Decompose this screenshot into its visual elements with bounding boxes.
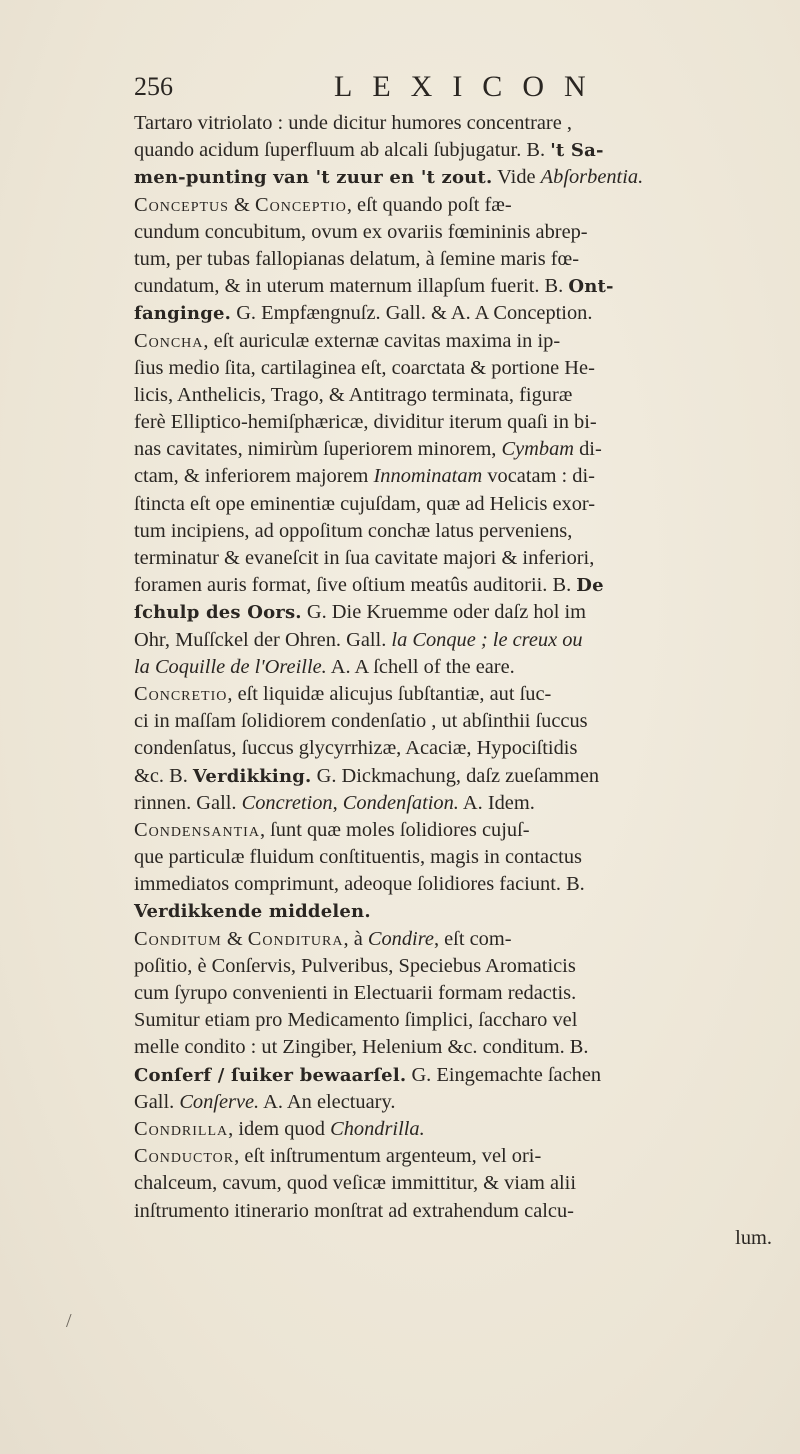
text-line	[134, 844, 794, 871]
text-run: chalceum, cavum, quod veſicæ immittitur, & viam alii	[134, 1172, 577, 1195]
margin-mark: /	[66, 1310, 72, 1332]
text-line	[134, 1007, 794, 1034]
text-run: Tartaro vitriolato : unde dicitur humores concentrare ,	[134, 112, 572, 134]
text-run: quando acidum ſuperfluum ab alcali ſubjugatur. B.	[134, 139, 551, 162]
italic-run: Condenſation.	[342, 791, 459, 814]
text-run: ſtincta eſt ope eminentiæ cujuſdam, quæ ad Helicis exor-	[134, 492, 596, 515]
blackletter-run: men-punting van 't zuur en 't zout.	[134, 167, 493, 189]
text-line	[134, 328, 794, 355]
italic-run: Condire	[367, 927, 434, 950]
text-line	[134, 926, 794, 953]
blackletter-run: Verdikking.	[192, 765, 312, 787]
text-line	[134, 409, 794, 436]
text-line	[134, 300, 794, 327]
text-run: tum incipiens, ad oppoſitum conchæ latus perveniens,	[134, 519, 573, 542]
header-title: LEXICON	[334, 70, 606, 103]
text-run: di-	[574, 438, 602, 461]
italic-run: Concretion	[241, 791, 333, 814]
text-run: A. An electuary.	[259, 1090, 396, 1113]
text-line	[134, 1225, 794, 1252]
text-line	[134, 436, 794, 463]
text-run: cundatum, & in uterum maternum illapſum fuerit. B.	[134, 275, 569, 298]
text-run: lum.	[735, 1226, 772, 1249]
text-run: , idem quod	[228, 1117, 331, 1140]
italic-run: Cymbam	[501, 438, 574, 461]
text-line	[134, 164, 794, 191]
text-line	[134, 953, 794, 980]
text-run: ci in maſſam ſolidiorem condenſatio , ut abſinthii ſuccus	[134, 710, 588, 733]
text-line	[134, 545, 794, 572]
small-caps-headword: Condensantia	[134, 818, 260, 841]
small-caps-headword: Conceptio	[255, 193, 347, 216]
text-run: ,	[332, 791, 343, 814]
text-line	[134, 1062, 794, 1089]
small-caps-headword: Conceptus	[134, 193, 229, 216]
text-line	[134, 137, 794, 164]
text-run: , ſunt quæ moles ſolidiores cujuſ-	[259, 818, 530, 841]
text-line	[134, 246, 794, 273]
text-run: licis, Anthelicis, Trago, & Antitrago terminata, figuræ	[134, 383, 573, 406]
text-line	[134, 463, 794, 490]
running-head	[134, 72, 774, 112]
text-run: &	[228, 193, 256, 216]
text-run: nas cavitates, nimirùm ſuperiorem minorem,	[134, 438, 502, 461]
text-line	[134, 681, 794, 708]
text-line	[134, 627, 794, 654]
page-number: 256	[134, 72, 173, 101]
text-run: ferè Elliptico-hemiſphæricæ, dividitur iterum quaſi in bi-	[134, 411, 597, 434]
text-run: Sumitur etiam pro Medicamento ſimplici, ſaccharo vel	[134, 1009, 578, 1032]
text-run: Ohr, Muſſckel der Ohren. Gall.	[134, 628, 392, 651]
text-run: melle condito : ut Zingiber, Helenium &c. conditum. B.	[134, 1036, 589, 1059]
text-run: &	[221, 927, 248, 950]
text-line	[134, 491, 794, 518]
italic-run: la Coquille de l'Oreille.	[134, 655, 327, 678]
text-line	[134, 382, 794, 409]
text-run: cum ſyrupo convenienti in Electuarii formam redactis.	[134, 982, 577, 1004]
text-run: A. Idem.	[458, 791, 535, 814]
italic-run: Innominatam	[373, 465, 483, 488]
italic-run: Chondrilla.	[330, 1117, 425, 1140]
blackletter-run: Conſerf / ſuiker bewaarſel.	[134, 1064, 407, 1086]
text-line	[134, 518, 794, 545]
text-line	[134, 1198, 794, 1225]
text-line	[134, 654, 794, 681]
text-run: G. Eingemachte ſachen	[406, 1063, 602, 1086]
text-run: A. A ſchell of the eare.	[326, 655, 515, 678]
text-line	[134, 273, 794, 300]
text-line	[134, 110, 794, 137]
text-run: que particulæ fluidum conſtituentis, magis in contactus	[134, 846, 582, 869]
text-line	[134, 980, 794, 1007]
text-line	[134, 735, 794, 762]
text-line	[134, 219, 794, 246]
text-run: , eſt liquidæ alicujus ſubſtantiæ, aut ſuc-	[227, 682, 552, 705]
text-line	[134, 1089, 794, 1116]
text-line	[134, 1116, 794, 1143]
text-run: terminatur & evaneſcit in ſua cavitate majori & inferiori,	[134, 547, 595, 569]
text-run: G. Dickmachung, daſz zueſammen	[311, 764, 600, 787]
text-run: poſitio, è Conſervis, Pulveribus, Speciebus Aromaticis	[134, 954, 576, 977]
text-run: G. Empfængnuſz. Gall. & A. A Conception.	[231, 302, 593, 325]
text-line	[134, 790, 794, 817]
text-run: rinnen. Gall.	[134, 791, 242, 814]
text-line	[134, 817, 794, 844]
text-line	[134, 572, 794, 599]
small-caps-headword: Conditum	[134, 927, 222, 950]
text-line	[134, 1143, 794, 1170]
text-line	[134, 192, 794, 219]
small-caps-headword: Concretio	[134, 682, 228, 705]
text-line	[134, 708, 794, 735]
italic-run: Conſerve.	[179, 1090, 260, 1113]
blackletter-run: ſchulp des Oors.	[134, 602, 302, 624]
text-run: vocatam : di-	[482, 465, 595, 488]
small-caps-headword: Concha	[134, 329, 204, 352]
text-run: , eſt inſtrumentum argenteum, vel ori-	[234, 1145, 542, 1168]
small-caps-headword: Conditura	[247, 927, 344, 950]
text-run: Vide	[492, 166, 541, 189]
text-run: G. Die Kruemme oder daſz hol im	[301, 601, 587, 624]
text-run: immediatos comprimunt, adeoque ſolidiores faciunt. B.	[134, 873, 585, 896]
text-run: , eſt auriculæ externæ cavitas maxima in ip-	[203, 329, 561, 352]
text-run: foramen auris format, ſive oſtium meatûs auditorii. B.	[134, 574, 577, 597]
text-run: &c. B.	[134, 764, 193, 787]
text-run: tum, per tubas fallopianas delatum, à ſemine maris fœ-	[134, 247, 580, 270]
text-run: Gall.	[134, 1090, 180, 1113]
text-run: , eſt com-	[433, 927, 512, 950]
text-line	[134, 1170, 794, 1197]
blackletter-run: fanginge.	[134, 303, 232, 325]
text-line	[134, 1034, 794, 1061]
text-run: ſius medio ſita, cartilaginea eſt, coarctata & portione He-	[134, 356, 595, 379]
blackletter-run: Verdikkende middelen.	[134, 901, 371, 923]
blackletter-run: 't Sa-	[550, 140, 604, 162]
text-line	[134, 898, 794, 925]
small-caps-headword: Condrilla	[134, 1117, 229, 1140]
italic-run: la Conque ; le creux ou	[391, 628, 583, 651]
text-line	[134, 871, 794, 898]
small-caps-headword: Conductor	[134, 1145, 235, 1168]
blackletter-run: Ont-	[568, 276, 614, 298]
text-run: , à	[343, 927, 368, 950]
text-line	[134, 355, 794, 382]
italic-run: Abſorbentia.	[540, 166, 644, 189]
text-run: ctam, & inferiorem majorem	[134, 465, 374, 488]
text-run: cundum concubitum, ovum ex ovariis fœmininis abrep-	[134, 220, 588, 243]
text-line	[134, 599, 794, 626]
text-run: , eſt quando poſt fæ-	[346, 193, 512, 216]
text-line	[134, 763, 794, 790]
lexicon-text-block	[134, 110, 794, 1252]
text-run: condenſatus, ſuccus glycyrrhizæ, Acaciæ, Hypociſtidis	[134, 737, 578, 760]
blackletter-run: De	[576, 575, 604, 597]
text-run: inſtrumento itinerario monſtrat ad extrahendum calcu-	[134, 1199, 574, 1222]
